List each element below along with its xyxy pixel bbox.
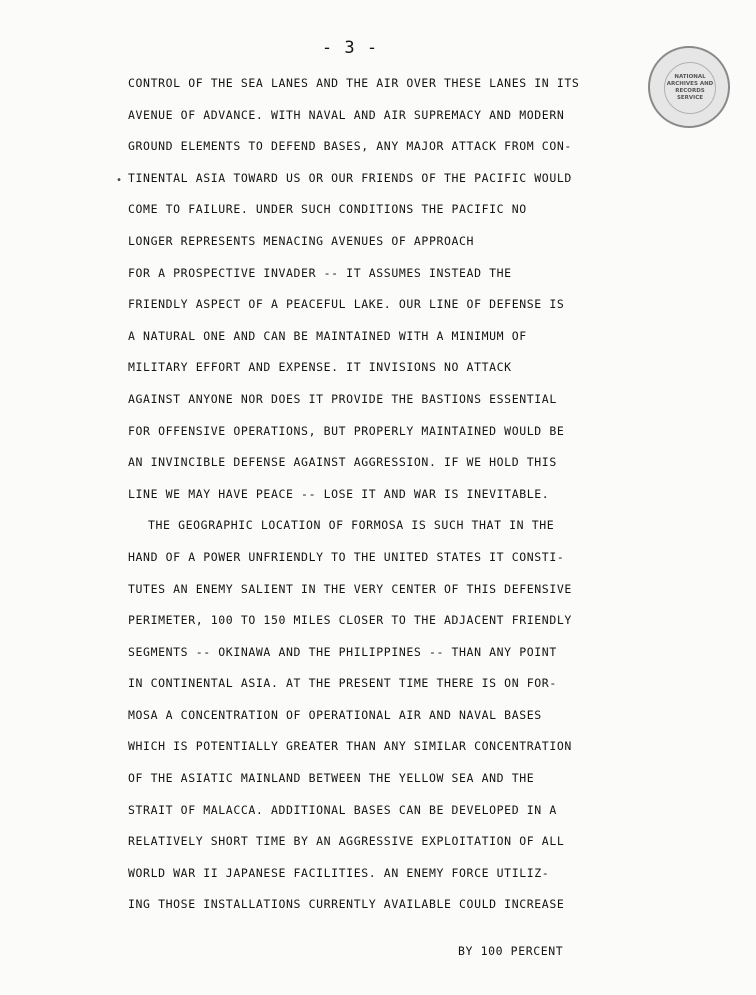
text-line: COME TO FAILURE. UNDER SUCH CONDITIONS THE PACIFIC NO <box>128 202 527 217</box>
text-line: GROUND ELEMENTS TO DEFEND BASES, ANY MAJOR ATTACK FROM CON- <box>128 139 572 154</box>
text-line: AVENUE OF ADVANCE. WITH NAVAL AND AIR SUPREMACY AND MODERN <box>128 107 565 122</box>
stamp-line: NATIONAL <box>674 74 706 80</box>
body-text <box>128 68 618 921</box>
text-line: MOSA A CONCENTRATION OF OPERATIONAL AIR AND NAVAL BASES <box>128 707 542 722</box>
continuation-line: BY 100 PERCENT <box>458 944 564 958</box>
text-line-paragraph-start: THE GEOGRAPHIC LOCATION OF FORMOSA IS SUCH THAT IN THE <box>148 518 555 533</box>
stamp-line: RECORDS <box>675 88 705 94</box>
text-line: MILITARY EFFORT AND EXPENSE. IT INVISIONS NO ATTACK <box>128 360 512 375</box>
text-line: FRIENDLY ASPECT OF A PEACEFUL LAKE. OUR LINE OF DEFENSE IS <box>128 297 565 312</box>
text-line: OF THE ASIATIC MAINLAND BETWEEN THE YELLOW SEA AND THE <box>128 771 535 786</box>
text-line: TUTES AN ENEMY SALIENT IN THE VERY CENTER OF THIS DEFENSIVE <box>128 581 572 596</box>
page-number: - 3 - <box>321 38 379 58</box>
stamp-line: ARCHIVES AND <box>666 81 714 87</box>
archives-stamp <box>648 46 730 128</box>
text-line: FOR A PROSPECTIVE INVADER -- IT ASSUMES INSTEAD THE <box>128 265 512 280</box>
text-line: LINE WE MAY HAVE PEACE -- LOSE IT AND WAR IS INEVITABLE. <box>128 486 550 501</box>
text-line: CONTROL OF THE SEA LANES AND THE AIR OVER THESE LANES IN ITS <box>128 76 580 90</box>
stamp-line: SERVICE <box>676 95 704 101</box>
text-line: SEGMENTS -- OKINAWA AND THE PHILIPPINES -- THAN ANY POINT <box>128 644 557 659</box>
text-line: LONGER REPRESENTS MENACING AVENUES OF APPROACH <box>128 233 475 248</box>
text-line: FOR OFFENSIVE OPERATIONS, BUT PROPERLY MAINTAINED WOULD BE <box>128 423 565 438</box>
text-line: IN CONTINENTAL ASIA. AT THE PRESENT TIME THERE IS ON FOR- <box>128 676 557 691</box>
text-line: PERIMETER, 100 TO 150 MILES CLOSER TO THE ADJACENT FRIENDLY <box>128 613 572 628</box>
text-line: AN INVINCIBLE DEFENSE AGAINST AGGRESSION. IF WE HOLD THIS <box>128 455 557 470</box>
text-line: RELATIVELY SHORT TIME BY AN AGGRESSIVE EXPLOITATION OF ALL <box>128 834 565 849</box>
text-line: ING THOSE INSTALLATIONS CURRENTLY AVAILABLE COULD INCREASE <box>128 897 565 912</box>
text-line: AGAINST ANYONE NOR DOES IT PROVIDE THE BASTIONS ESSENTIAL <box>128 391 557 406</box>
text-line: WHICH IS POTENTIALLY GREATER THAN ANY SIMILAR CONCENTRATION <box>128 739 572 754</box>
text-line: A NATURAL ONE AND CAN BE MAINTAINED WITH A MINIMUM OF <box>128 328 527 343</box>
archives-stamp-text <box>664 62 716 114</box>
text-line: WORLD WAR II JAPANESE FACILITIES. AN ENEMY FORCE UTILIZ- <box>128 865 550 880</box>
margin-mark: • <box>116 175 123 186</box>
text-line: STRAIT OF MALACCA. ADDITIONAL BASES CAN BE DEVELOPED IN A <box>128 802 557 817</box>
text-line: HAND OF A POWER UNFRIENDLY TO THE UNITED STATES IT CONSTI- <box>128 549 565 564</box>
text-line: TINENTAL ASIA TOWARD US OR OUR FRIENDS OF THE PACIFIC WOULD <box>128 170 572 185</box>
